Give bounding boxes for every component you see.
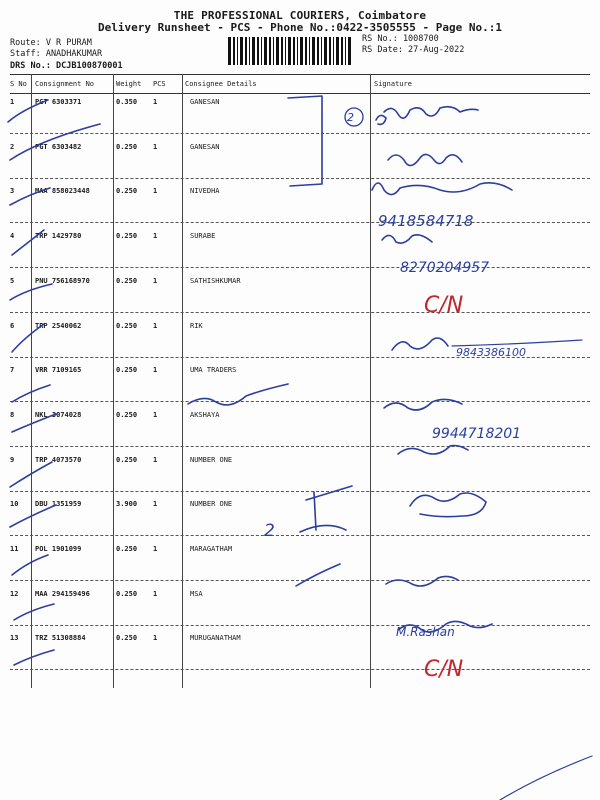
row5-cn-note: C/N <box>424 293 464 318</box>
row-consignee: UMA TRADERS <box>190 366 237 375</box>
row-pcs: 1 <box>153 187 158 196</box>
row-consignee: MURUGANATHAM <box>190 634 241 643</box>
row-pcs: 1 <box>153 321 158 330</box>
row-consignment: DBU 1351959 <box>35 500 82 509</box>
row-consignment: TRP 1429780 <box>35 232 82 241</box>
tick-row-10 <box>10 505 56 527</box>
tick-row-6 <box>10 321 44 352</box>
row-pcs: 1 <box>153 276 158 285</box>
row8-phone: 9944718201 <box>432 426 522 442</box>
col-consignee: Consignee Details <box>185 80 257 88</box>
row-sno: 4 <box>10 232 15 241</box>
row10-mark: 2 <box>264 521 275 541</box>
row4-phone: 8270204957 <box>400 260 490 276</box>
row-weight: 0.250 <box>116 410 138 419</box>
col-sno: S No <box>10 80 27 88</box>
row-consignment: MAA 294159496 <box>35 589 90 598</box>
row-consignment: NKL 3074028 <box>35 410 82 419</box>
row-weight: 3.900 <box>116 500 138 509</box>
row-pcs: 1 <box>153 142 158 151</box>
row-consignment: VRR 7109165 <box>35 366 82 375</box>
tick-row-9 <box>10 462 52 487</box>
row-weight: 0.250 <box>116 455 138 464</box>
row-consignee: NUMBER ONE <box>190 455 233 464</box>
row-sno: 1 <box>10 98 15 106</box>
row-consignment: PGT 6303371 <box>35 98 82 106</box>
row-sno: 8 <box>10 410 15 419</box>
row-weight: 0.250 <box>116 589 138 598</box>
row-consignment: MAA 858023448 <box>35 187 90 196</box>
row-pcs: 1 <box>153 634 158 643</box>
tick-row-8 <box>12 414 56 432</box>
row-weight: 0.250 <box>116 321 138 330</box>
row-pcs: 1 <box>153 232 158 241</box>
col-pcs: PCS <box>153 80 166 88</box>
row-consignment: PNU 756168970 <box>35 276 90 285</box>
tick-row-11 <box>12 555 48 575</box>
row-sno: 11 <box>10 545 19 553</box>
row-consignment: PGT 6303482 <box>35 142 82 151</box>
staff-label: Staff: ANADHAKUMAR <box>10 49 103 59</box>
route-label: Route: V R PURAM <box>10 38 92 48</box>
col-signature: Signature <box>374 80 412 88</box>
row-sno: 3 <box>10 187 15 196</box>
row-sno: 5 <box>10 276 15 285</box>
row-consignee: MSA <box>190 589 203 598</box>
row-consignee: RIK <box>190 321 203 330</box>
row-consignee: SATHISHKUMAR <box>190 276 241 285</box>
tick-row-2 <box>10 124 100 160</box>
row-pcs: 1 <box>153 366 158 375</box>
row-weight: 0.250 <box>116 276 138 285</box>
rs-date: RS Date: 27-Aug-2022 <box>362 45 465 55</box>
row-consignee: AKSHAYA <box>190 410 220 419</box>
row-consignment: TRP 4073570 <box>35 455 82 464</box>
row-sno: 10 <box>10 500 19 509</box>
runsheet-subtitle: Delivery Runsheet - PCS - Phone No.:0422-3505555 - Page No.:1 <box>98 21 502 34</box>
row-consignee: NUMBER ONE <box>190 500 233 509</box>
row-consignee: NIVEDHA <box>190 187 220 196</box>
col-consignment: Consignment No <box>35 80 95 88</box>
row-sno: 13 <box>10 634 19 643</box>
col-weight: Weight <box>116 80 142 88</box>
row-pcs: 1 <box>153 98 158 106</box>
row-pcs: 1 <box>153 589 158 598</box>
row-weight: 0.250 <box>116 232 138 241</box>
row-consignment: TRZ 51308884 <box>35 634 86 643</box>
row-consignment: POL 1901099 <box>35 545 82 553</box>
circled-mark: 2 <box>347 111 354 124</box>
row-sno: 12 <box>10 589 19 598</box>
row-weight: 0.250 <box>116 142 138 151</box>
tick-row-1 <box>8 100 48 122</box>
row3-phone: 9418584718 <box>378 212 474 230</box>
row-consignee: SURABE <box>190 232 216 241</box>
tick-row-4 <box>12 230 44 255</box>
row-pcs: 1 <box>153 410 158 419</box>
drs-number: DRS No.: DCJB100870001 <box>10 61 123 71</box>
row-sno: 9 <box>10 455 15 464</box>
tick-row-5 <box>10 284 52 300</box>
tick-row-7 <box>12 385 50 402</box>
row-consignment: TRP 2540062 <box>35 321 82 330</box>
row6-phone: 9843386100 <box>456 346 526 359</box>
rs-number: RS No.: 1008700 <box>362 34 439 44</box>
row-weight: 0.350 <box>116 98 138 106</box>
row-weight: 0.250 <box>116 366 138 375</box>
row-consignee: GANESAN <box>190 142 220 151</box>
row-weight: 0.250 <box>116 545 138 553</box>
row-sno: 2 <box>10 142 15 151</box>
row-weight: 0.250 <box>116 634 138 643</box>
row-pcs: 1 <box>153 545 158 553</box>
company-title: THE PROFESSIONAL COURIERS, Coimbatore <box>173 9 427 22</box>
row-consignee: GANESAN <box>190 98 220 106</box>
row-sno: 7 <box>10 366 15 375</box>
tick-row-12 <box>14 604 54 620</box>
row-pcs: 1 <box>153 455 158 464</box>
tick-row-3 <box>10 188 50 205</box>
row-sno: 6 <box>10 321 15 330</box>
row-weight: 0.250 <box>116 187 138 196</box>
row-pcs: 1 <box>153 500 158 509</box>
row13-cn-note: C/N <box>424 657 464 682</box>
tick-row-13 <box>14 650 54 665</box>
row-consignee: MARAGATHAM <box>190 545 233 553</box>
row12-signature: M.Rashan <box>396 625 455 639</box>
